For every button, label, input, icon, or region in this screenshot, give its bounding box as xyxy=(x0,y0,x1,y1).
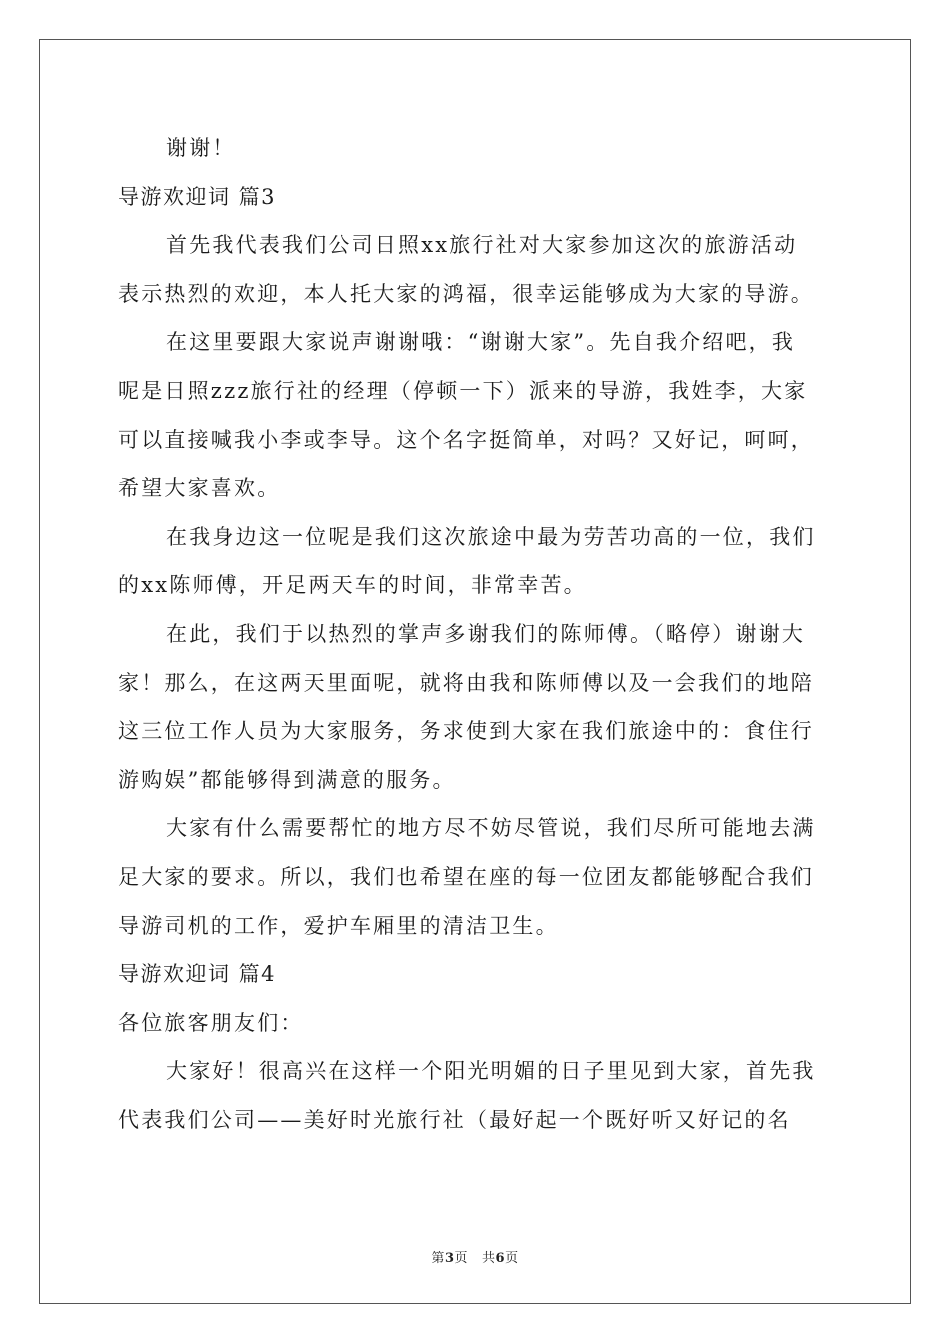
text-line: 呢是日照zzz旅行社的经理（停顿一下）派来的导游，我姓李，大家 xyxy=(118,378,808,403)
text-line: 在此，我们于以热烈的掌声多谢我们的陈师傅。（略停）谢谢大 xyxy=(166,621,806,646)
text-line: 首先我代表我们公司日照xx旅行社对大家参加这次的旅游活动 xyxy=(166,233,798,258)
text-line: 各位旅客朋友们： xyxy=(118,1010,304,1035)
text-line: 在这里要跟大家说声谢谢哦：“谢谢大家”。先自我介绍吧，我 xyxy=(166,330,796,355)
footer-page-total: 6 xyxy=(495,1251,506,1266)
text-line: 表示热烈的欢迎，本人托大家的鸿福，很幸运能够成为大家的导游。 xyxy=(118,281,814,306)
text-line: 家！那么，在这两天里面呢，就将由我和陈师傅以及一会我们的地陪 xyxy=(118,670,814,695)
text-line: 可以直接喊我小李或李导。这个名字挺简单，对吗？又好记，呵呵， xyxy=(118,427,814,452)
footer-total-prefix: 共 xyxy=(482,1251,496,1266)
text-line: 这三位工作人员为大家服务，务求使到大家在我们旅途中的：食住行 xyxy=(118,719,814,744)
footer-page-prefix: 第 xyxy=(431,1251,445,1266)
text-line: 大家有什么需要帮忙的地方尽不妨尽管说，我们尽所可能地去满 xyxy=(166,816,816,841)
section-heading: 导游欢迎词 篇4 xyxy=(118,962,277,987)
document-body xyxy=(118,124,834,1144)
text-line: 在我身边这一位呢是我们这次旅途中最为劳苦功高的一位，我们 xyxy=(166,524,816,549)
text-line: 希望大家喜欢。 xyxy=(118,476,281,501)
text-line: 足大家的要求。所以，我们也希望在座的每一位团友都能够配合我们 xyxy=(118,864,814,889)
text-line: 大家好！很高兴在这样一个阳光明媚的日子里见到大家，首先我 xyxy=(166,1059,816,1084)
section-heading: 导游欢迎词 篇3 xyxy=(118,184,277,209)
text-line: 导游司机的工作，爱护车厢里的清洁卫生。 xyxy=(118,913,559,938)
footer-page-current: 3 xyxy=(444,1251,455,1266)
text-line: 代表我们公司——美好时光旅行社（最好起一个既好听又好记的名 xyxy=(118,1107,791,1132)
footer-page-suffix: 页 xyxy=(454,1251,468,1266)
text-line: 谢谢！ xyxy=(166,136,236,160)
footer-total-suffix: 页 xyxy=(505,1251,519,1266)
page-footer xyxy=(0,1247,950,1266)
text-line: 游购娱”都能够得到满意的服务。 xyxy=(118,767,456,792)
text-line: 的xx陈师傅，开足两天车的时间，非常幸苦。 xyxy=(118,573,587,598)
